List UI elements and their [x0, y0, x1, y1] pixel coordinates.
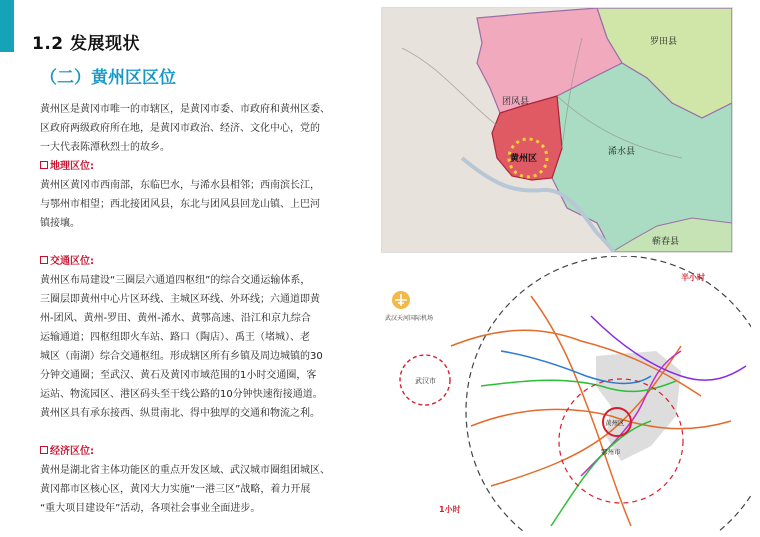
- economy-heading-text: 经济区位:: [50, 446, 94, 457]
- accent-bar: [0, 0, 14, 52]
- label-qichun: 蕲春县: [652, 237, 680, 247]
- geo-line: 黄州区黄冈市西南部，东临巴水，与浠水县相邻；西南滨长江，: [40, 180, 320, 191]
- urban-area: [596, 351, 681, 461]
- square-bullet-icon: [40, 161, 48, 169]
- traffic-map-svg: [381, 256, 751, 531]
- transport-line: 州-团风、黄州-罗田、黄州-浠水、黄鄂高速、沿江和京九综合: [40, 313, 311, 324]
- economy-heading: [40, 442, 372, 461]
- transport-line: 运站、物流园区、港区码头至干线公路的10分钟快速衔接通道。: [40, 389, 323, 400]
- geo-line: 与鄂州市相望；西北接团风县，东北与团风县回龙山镇、上巴河: [40, 199, 320, 210]
- label-airport: 武汉天河国际机场: [385, 315, 434, 322]
- transport-line: 城区（南湖）综合交通枢纽。形成辖区所有乡镇及周边城镇的30: [40, 351, 323, 362]
- transport-line: 黄州区具有承东接西、纵贯南北、得中独厚的交通和物流之利。: [40, 408, 320, 419]
- text-column: [40, 100, 372, 518]
- label-tuanfeng: 团风县: [502, 97, 530, 107]
- economy-line: 黄冈都市区核心区，黄冈大力实施“一港三区”战略，着力开展: [40, 484, 311, 495]
- economy-line: 黄州是湖北省主体功能区的重点开发区域、武汉城市圈组团城区、: [40, 465, 330, 476]
- transport-heading: [40, 252, 372, 271]
- square-bullet-icon: [40, 256, 48, 264]
- economy-line: “重大项目建设年”活动，各项社会事业全面进步。: [40, 503, 261, 514]
- label-xishui: 浠水县: [608, 147, 636, 157]
- label-huangzhou-map: 黄州区: [605, 419, 625, 427]
- route-orange-2: [471, 409, 731, 428]
- transport-line: 黄州区布局建设“三圈层六通道四枢纽”的综合交通运输体系，: [40, 275, 311, 286]
- traffic-map: [381, 256, 751, 531]
- section-title: 1.2 发展现状: [32, 34, 141, 54]
- transport-line: 分钟交通圈；至武汉、黄石及黄冈市域范围的1小时交通圈，客: [40, 370, 317, 381]
- geo-heading: [40, 157, 372, 176]
- label-one-hour: 1小时: [439, 505, 461, 514]
- geo-line: 镇接壤。: [40, 218, 80, 229]
- label-half-hour: 半小时: [681, 273, 705, 282]
- label-luotian: 罗田县: [650, 37, 678, 47]
- label-ezhou: 鄂州市: [601, 448, 621, 456]
- intro-line: 一大代表陈潭秋烈士的故乡。: [40, 142, 170, 153]
- district-map: [381, 7, 733, 253]
- transport-heading-text: 交通区位:: [50, 256, 94, 267]
- label-huangzhou: 黄州区: [510, 154, 538, 164]
- intro-line: 黄州区是黄冈市唯一的市辖区，是黄冈市委、市政府和黄州区委、: [40, 104, 330, 115]
- district-map-svg: [382, 8, 732, 252]
- sub-title: （二）黄州区区位: [40, 68, 176, 88]
- intro-line: 区政府两级政府所在地，是黄冈市政治、经济、文化中心，党的: [40, 123, 320, 134]
- label-wuhan: 武汉市: [415, 377, 436, 385]
- transport-line: 运输通道；四枢纽即火车站、路口（陶店）、禹王（堵城）、老: [40, 332, 310, 343]
- transport-line: 三圈层即黄州中心片区环线、主城区环线、外环线；六通道即黄: [40, 294, 320, 305]
- square-bullet-icon: [40, 446, 48, 454]
- geo-heading-text: 地理区位:: [50, 161, 94, 172]
